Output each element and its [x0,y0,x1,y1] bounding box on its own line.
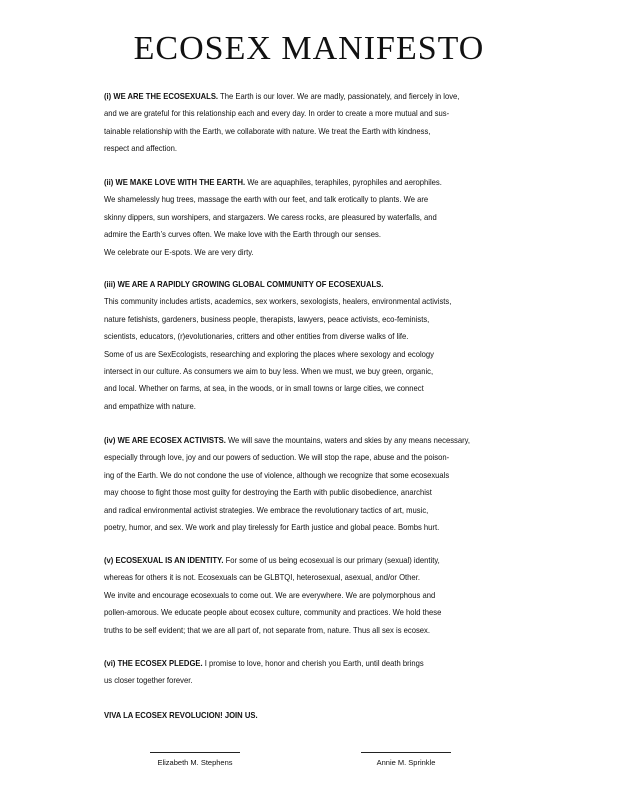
section-5-line: pollen-amorous. We educate people about ecosex culture, community and practices. We hold these [104,607,442,618]
section-6 [104,655,524,690]
section-4-line: ing of the Earth. We do not condone the use of violence, although we recognize that some ecosexuals [104,469,450,480]
section-3-line: This community includes artists, academics, sex workers, sexologists, healers, environmental activists, [104,296,452,307]
section-5-line: whereas for others it is not. Ecosexuals can be GLBTQI, heterosexual, asexual, and/or Other. [104,572,420,583]
section-3-line: and empathize with nature. [104,400,196,411]
section-3-line: and local. Whether on farms, at sea, in the woods, or in small towns or large cities, we connect [104,383,424,394]
section-3-line: scientists, educators, (r)evolutionaries, critters and other entities from diverse walks of life. [104,331,409,342]
section-1-first-line [104,88,482,105]
section-5-heading: (v) ECOSEXUAL IS AN IDENTITY. [104,555,224,565]
section-6-heading: (vi) THE ECOSEX PLEDGE. [104,658,203,668]
section-2-line: skinny dippers, sun worshipers, and stargazers. We caress rocks, are pleasured by waterfalls, and [104,211,437,222]
section-2-first-line [104,174,482,191]
section-4 [104,432,524,536]
section-3-line: intersect in our culture. As consumers we aim to buy less. When we must, we buy green, organic, [104,366,434,377]
signature-line [361,752,451,753]
signature-name: Annie M. Sprinkle [376,758,436,767]
section-5-first-text: For some of us being ecosexual is our primary (sexual) identity, [223,555,440,565]
section-1 [104,88,524,158]
section-2-line: We celebrate our E-spots. We are very dirty. [104,246,254,257]
section-3-first-line [104,276,482,293]
section-1-line: and we are grateful for this relationship each and every day. In order to create a more mutual and sus- [104,108,450,119]
section-5-first-line [104,552,482,569]
signature-line [150,752,240,753]
section-3-line: Some of us are SexEcologists, researching and exploring the places where sexology and ecology [104,348,435,359]
section-6-line: us closer together forever. [104,675,193,686]
section-4-line: and radical environmental activist strategies. We embrace the revolutionary tactics of art, music, [104,504,429,515]
section-5 [104,552,524,639]
closing-slogan: VIVA LA ECOSEX REVOLUCION! JOIN US. [104,710,258,720]
section-4-line: may choose to fight those most guilty for destroying the Earth with public disobedience, anarchist [104,487,432,498]
section-4-first-line [104,432,482,449]
section-2-first-text: We are aquaphiles, teraphiles, pyrophiles and aerophiles. [245,177,442,187]
section-3 [104,276,524,415]
section-3-line: nature fetishists, gardeners, business people, therapists, lawyers, peace activists, eco-feminists, [104,313,430,324]
section-4-first-text: We will save the mountains, waters and skies by any means necessary, [225,435,471,445]
section-5-line: truths to be self evident; that we are all part of, not separate from, nature. Thus all sex is ecosex. [104,624,431,635]
signature-name: Elizabeth M. Stephens [157,758,233,767]
section-1-line: tainable relationship with the Earth, we collaborate with nature. We treat the Earth with kindness, [104,125,431,136]
section-2-line: admire the Earth’s curves often. We make love with the Earth through our senses. [104,229,381,240]
signature-block-1 [150,752,240,767]
signature-block-2 [361,752,451,767]
section-2 [104,174,524,261]
section-2-heading: (ii) WE MAKE LOVE WITH THE EARTH. [104,177,246,187]
section-5-line: We invite and encourage ecosexuals to come out. We are everywhere. We are polymorphous and [104,589,436,600]
section-4-line: poetry, humor, and sex. We work and play tirelessly for Earth justice and global peace. Bombs hurt. [104,522,440,533]
section-1-heading: (i) WE ARE THE ECOSEXUALS. [104,91,219,101]
section-6-first-text: I promise to love, honor and cherish you Earth, until death brings [202,658,424,668]
section-4-line: especially through love, joy and our powers of seduction. We will stop the rape, abuse and the poison- [104,452,450,463]
section-1-first-text: The Earth is our lover. We are madly, passionately, and fiercely in love, [218,91,460,101]
section-6-first-line [104,655,482,672]
section-1-line: respect and affection. [104,143,178,154]
section-2-line: We shamelessly hug trees, massage the earth with our feet, and talk erotically to plants. We are [104,194,429,205]
section-4-heading: (iv) WE ARE ECOSEX ACTIVISTS. [104,435,226,445]
section-3-heading: (iii) WE ARE A RAPIDLY GROWING GLOBAL COMMUNITY OF ECOSEXUALS. [104,279,384,289]
page-title: ECOSEX MANIFESTO [133,30,485,67]
